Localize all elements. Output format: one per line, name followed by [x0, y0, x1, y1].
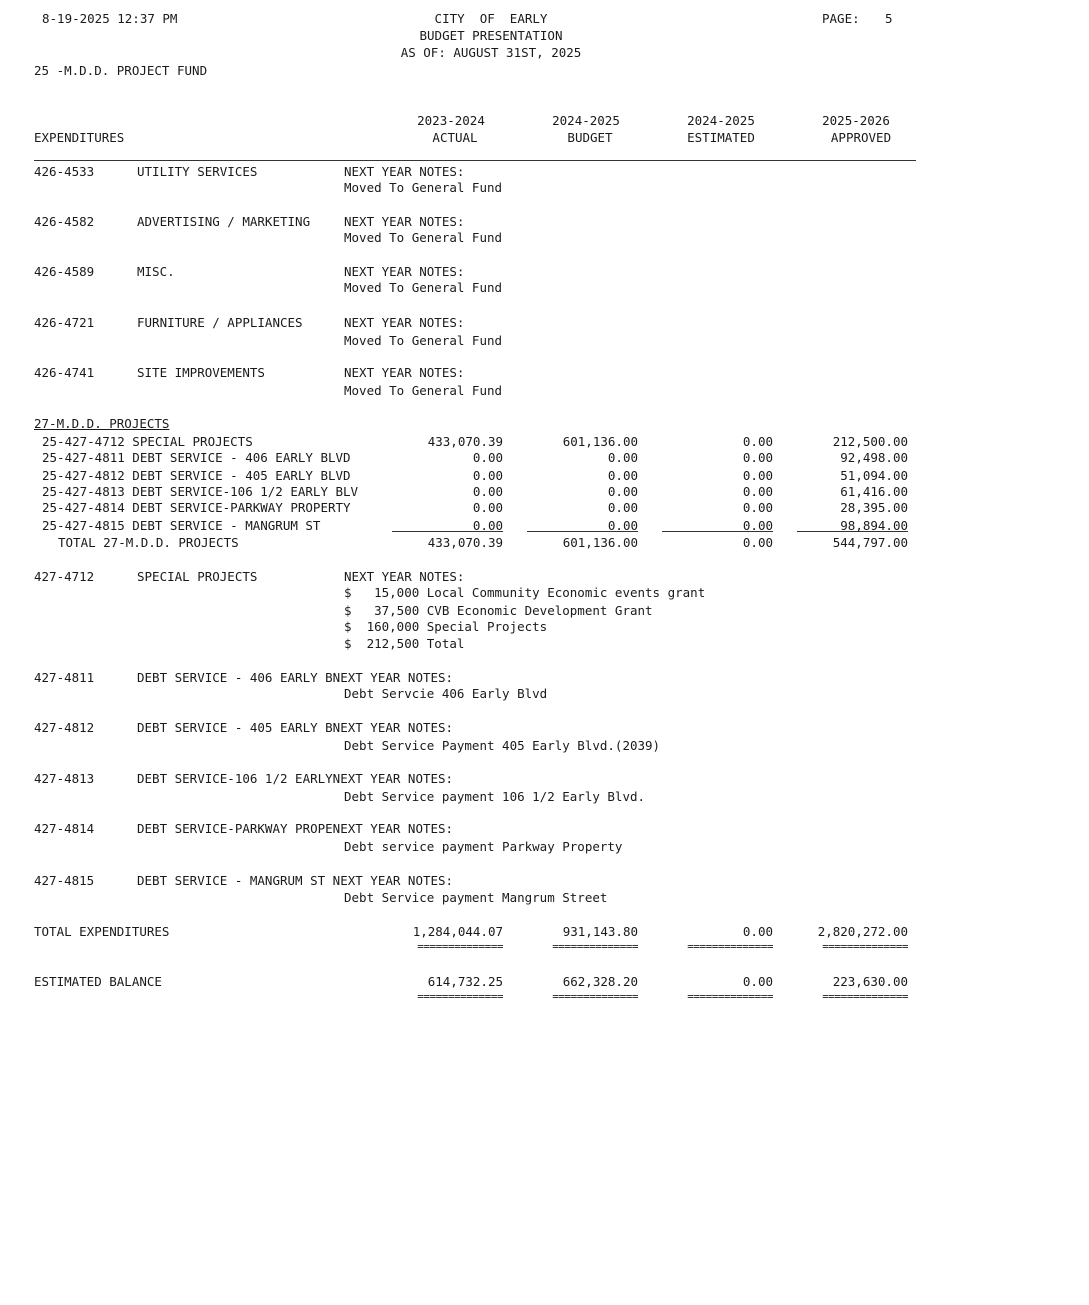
total-estimated: 0.00 [742, 535, 773, 550]
col-estimated-year: 2024-2025 [687, 113, 755, 128]
account-code: 427-4712 [34, 569, 95, 584]
subtotal-rule [392, 531, 503, 532]
header-divider [34, 160, 916, 161]
total-exp-budget: 931,143.80 [562, 924, 638, 939]
total-actual: 433,070.39 [427, 535, 503, 550]
row-description: 25-427-4811 DEBT SERVICE - 406 EARLY BLVD [42, 450, 351, 465]
col-actual-year: 2023-2024 [417, 113, 485, 128]
row-actual: 0.00 [472, 450, 503, 465]
account-code: 427-4811 [34, 670, 95, 685]
account-code: 427-4812 [34, 720, 95, 735]
note-text: Moved To General Fund [344, 383, 503, 398]
note-line: $ 37,500 CVB Economic Development Grant [344, 603, 653, 618]
double-rule: ============== [822, 990, 908, 1003]
estimated-balance-label: ESTIMATED BALANCE [34, 974, 162, 989]
notes-label: NEXT YEAR NOTES: [344, 264, 465, 279]
row-approved: 212,500.00 [832, 434, 908, 449]
row-description: 25-427-4814 DEBT SERVICE-PARKWAY PROPERTY [42, 500, 351, 515]
account-name: SPECIAL PROJECTS [137, 569, 258, 584]
total-budget: 601,136.00 [562, 535, 638, 550]
row-budget: 601,136.00 [562, 434, 638, 449]
row-budget: 0.00 [607, 518, 638, 533]
row-approved: 61,416.00 [840, 484, 908, 499]
account-code: 426-4721 [34, 315, 95, 330]
col-approved-label: APPROVED [830, 130, 892, 145]
note-text: Moved To General Fund [344, 280, 503, 295]
account-code: 426-4589 [34, 264, 95, 279]
note-line: $ 160,000 Special Projects [344, 619, 548, 634]
balance-budget: 662,328.20 [562, 974, 638, 989]
subtotal-rule [662, 531, 773, 532]
account-name: DEBT SERVICE - MANGRUM ST NEXT YEAR NOTES: [137, 873, 454, 888]
notes-label: NEXT YEAR NOTES: [344, 569, 465, 584]
row-estimated: 0.00 [742, 468, 773, 483]
row-estimated: 0.00 [742, 500, 773, 515]
note-text: Debt Service Payment 405 Early Blvd.(2039) [344, 738, 661, 753]
note-text: Moved To General Fund [344, 180, 503, 195]
col-approved-year: 2025-2026 [822, 113, 890, 128]
account-name: DEBT SERVICE - 406 EARLY BNEXT YEAR NOTES: [137, 670, 454, 685]
row-estimated: 0.00 [742, 484, 773, 499]
double-rule: ============== [822, 940, 908, 953]
row-approved: 28,395.00 [840, 500, 908, 515]
note-line: $ 15,000 Local Community Economic events grant [344, 585, 706, 600]
fund-title: 25 -M.D.D. PROJECT FUND [34, 63, 208, 78]
account-code: 427-4813 [34, 771, 95, 786]
account-name: DEBT SERVICE-PARKWAY PROPENEXT YEAR NOTES: [137, 821, 454, 836]
row-actual: 0.00 [472, 468, 503, 483]
total-exp-approved: 2,820,272.00 [817, 924, 908, 939]
row-budget: 0.00 [607, 500, 638, 515]
account-name: ADVERTISING / MARKETING [137, 214, 311, 229]
notes-label: NEXT YEAR NOTES: [344, 214, 465, 229]
note-text: Debt service payment Parkway Property [344, 839, 623, 854]
double-rule: ============== [687, 990, 773, 1003]
projects-section-title: 27-M.D.D. PROJECTS [34, 416, 170, 431]
total-approved: 544,797.00 [832, 535, 908, 550]
row-description: 25-427-4812 DEBT SERVICE - 405 EARLY BLVD [42, 468, 351, 483]
report-as-of: AS OF: AUGUST 31ST, 2025 [400, 45, 582, 60]
account-name: FURNITURE / APPLIANCES [137, 315, 303, 330]
row-budget: 0.00 [607, 484, 638, 499]
notes-label: NEXT YEAR NOTES: [344, 315, 465, 330]
row-description: 25-427-4815 DEBT SERVICE - MANGRUM ST [42, 518, 321, 533]
total-expenditures-label: TOTAL EXPENDITURES [34, 924, 170, 939]
double-rule: ============== [552, 990, 638, 1003]
notes-label: NEXT YEAR NOTES: [344, 164, 465, 179]
note-text: Moved To General Fund [344, 230, 503, 245]
double-rule: ============== [687, 940, 773, 953]
col-budget-year: 2024-2025 [552, 113, 620, 128]
note-line: $ 212,500 Total [344, 636, 465, 651]
double-rule: ============== [417, 940, 503, 953]
row-actual: 0.00 [472, 518, 503, 533]
row-budget: 0.00 [607, 468, 638, 483]
note-text: Debt Service payment Mangrum Street [344, 890, 608, 905]
city-name: CITY OF EARLY [434, 11, 548, 26]
subtotal-rule [797, 531, 908, 532]
row-approved: 98,894.00 [840, 518, 908, 533]
page-number: 5 [885, 11, 893, 26]
row-actual: 0.00 [472, 500, 503, 515]
section-heading: EXPENDITURES [34, 130, 125, 145]
account-name: DEBT SERVICE - 405 EARLY BNEXT YEAR NOTES: [137, 720, 454, 735]
row-approved: 92,498.00 [840, 450, 908, 465]
note-text: Debt Service payment 106 1/2 Early Blvd. [344, 789, 646, 804]
account-name: UTILITY SERVICES [137, 164, 258, 179]
col-actual-label: ACTUAL [432, 130, 478, 145]
row-estimated: 0.00 [742, 434, 773, 449]
account-code: 427-4815 [34, 873, 95, 888]
account-name: SITE IMPROVEMENTS [137, 365, 265, 380]
account-name: MISC. [137, 264, 175, 279]
note-text: Debt Servcie 406 Early Blvd [344, 686, 548, 701]
note-text: Moved To General Fund [344, 333, 503, 348]
subtotal-rule [527, 531, 638, 532]
row-actual: 433,070.39 [427, 434, 503, 449]
col-estimated-label: ESTIMATED [687, 130, 755, 145]
balance-approved: 223,630.00 [832, 974, 908, 989]
row-estimated: 0.00 [742, 518, 773, 533]
row-description: 25-427-4712 SPECIAL PROJECTS [42, 434, 253, 449]
total-exp-estimated: 0.00 [742, 924, 773, 939]
row-budget: 0.00 [607, 450, 638, 465]
report-datetime: 8-19-2025 12:37 PM [42, 11, 178, 26]
row-approved: 51,094.00 [840, 468, 908, 483]
account-name: DEBT SERVICE-106 1/2 EARLYNEXT YEAR NOTES: [137, 771, 454, 786]
report-title: BUDGET PRESENTATION [419, 28, 563, 43]
total-exp-actual: 1,284,044.07 [412, 924, 503, 939]
balance-actual: 614,732.25 [427, 974, 503, 989]
double-rule: ============== [552, 940, 638, 953]
row-actual: 0.00 [472, 484, 503, 499]
row-estimated: 0.00 [742, 450, 773, 465]
account-code: 427-4814 [34, 821, 95, 836]
account-code: 426-4741 [34, 365, 95, 380]
total-description: TOTAL 27-M.D.D. PROJECTS [58, 535, 239, 550]
page-label: PAGE: [822, 11, 860, 26]
double-rule: ============== [417, 990, 503, 1003]
col-budget-label: BUDGET [567, 130, 613, 145]
account-code: 426-4582 [34, 214, 95, 229]
notes-label: NEXT YEAR NOTES: [344, 365, 465, 380]
account-code: 426-4533 [34, 164, 95, 179]
balance-estimated: 0.00 [742, 974, 773, 989]
row-description: 25-427-4813 DEBT SERVICE-106 1/2 EARLY BLV [42, 484, 359, 499]
